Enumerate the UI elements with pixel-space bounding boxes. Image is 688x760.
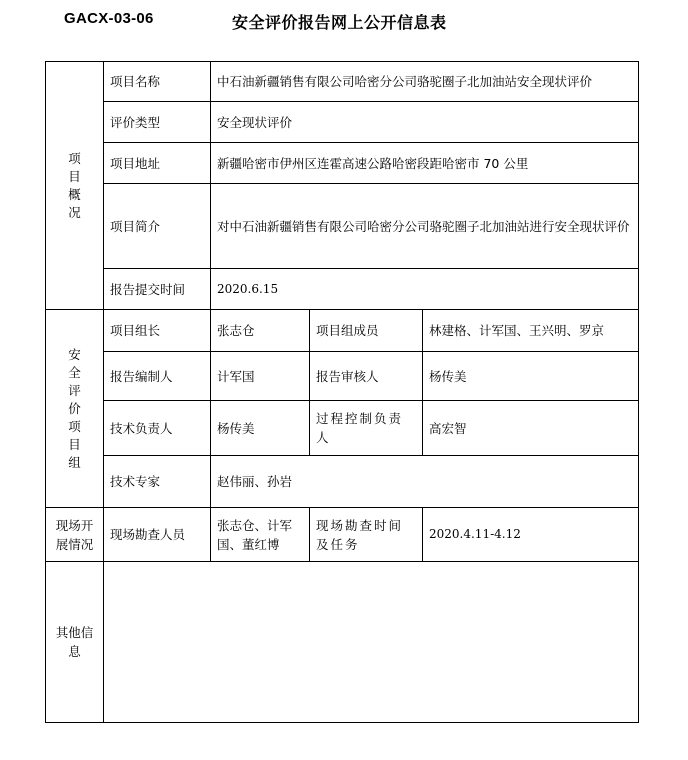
document-code: GACX-03-06: [64, 10, 154, 27]
tech-lead-value: 杨传美: [211, 401, 310, 456]
report-reviewer-label: 报告审核人: [310, 352, 423, 401]
project-address-value: 新疆哈密市伊州区连霍高速公路哈密段距哈密市 70 公里: [211, 143, 639, 184]
evaluation-type-label: 评价类型: [104, 102, 211, 143]
project-intro-value: 对中石油新疆销售有限公司哈密分公司骆驼圈子北加油站进行安全现状评价: [211, 184, 639, 269]
team-members-label: 项目组成员: [310, 310, 423, 352]
project-name-label: 项目名称: [104, 62, 211, 102]
team-members-value: 林建格、计军国、王兴明、罗京: [423, 310, 639, 352]
other-info-content: [104, 562, 639, 723]
report-author-value: 计军国: [211, 352, 310, 401]
section-site: 现场开展情况: [46, 508, 104, 562]
site-surveyor-value: 张志仓、计军国、董红博: [211, 508, 310, 562]
site-surveyor-label: 现场勘查人员: [104, 508, 211, 562]
report-author-label: 报告编制人: [104, 352, 211, 401]
tech-expert-value: 赵伟丽、孙岩: [211, 456, 639, 508]
tech-lead-label: 技术负责人: [104, 401, 211, 456]
tech-expert-label: 技术专家: [104, 456, 211, 508]
project-address-label: 项目地址: [104, 143, 211, 184]
section-team: 安全评价项目组: [46, 310, 104, 508]
section-other: 其他信息: [46, 562, 104, 723]
site-time-value: 2020.4.11-4.12: [423, 508, 639, 562]
info-table: [45, 61, 639, 723]
site-time-label: 现场勘查时间及任务: [310, 508, 423, 562]
project-name-value: 中石油新疆销售有限公司哈密分公司骆驼圈子北加油站安全现状评价: [211, 62, 639, 102]
team-leader-value: 张志仓: [211, 310, 310, 352]
team-leader-label: 项目组长: [104, 310, 211, 352]
document-title: 安全评价报告网上公开信息表: [232, 13, 447, 32]
submit-date-value: 2020.6.15: [211, 269, 639, 310]
report-reviewer-value: 杨传美: [423, 352, 639, 401]
process-control-label: 过程控制负责人: [310, 401, 423, 456]
submit-date-label: 报告提交时间: [104, 269, 211, 310]
process-control-value: 高宏智: [423, 401, 639, 456]
section-overview: 项目概况: [46, 62, 104, 310]
project-intro-label: 项目简介: [104, 184, 211, 269]
evaluation-type-value: 安全现状评价: [211, 102, 639, 143]
